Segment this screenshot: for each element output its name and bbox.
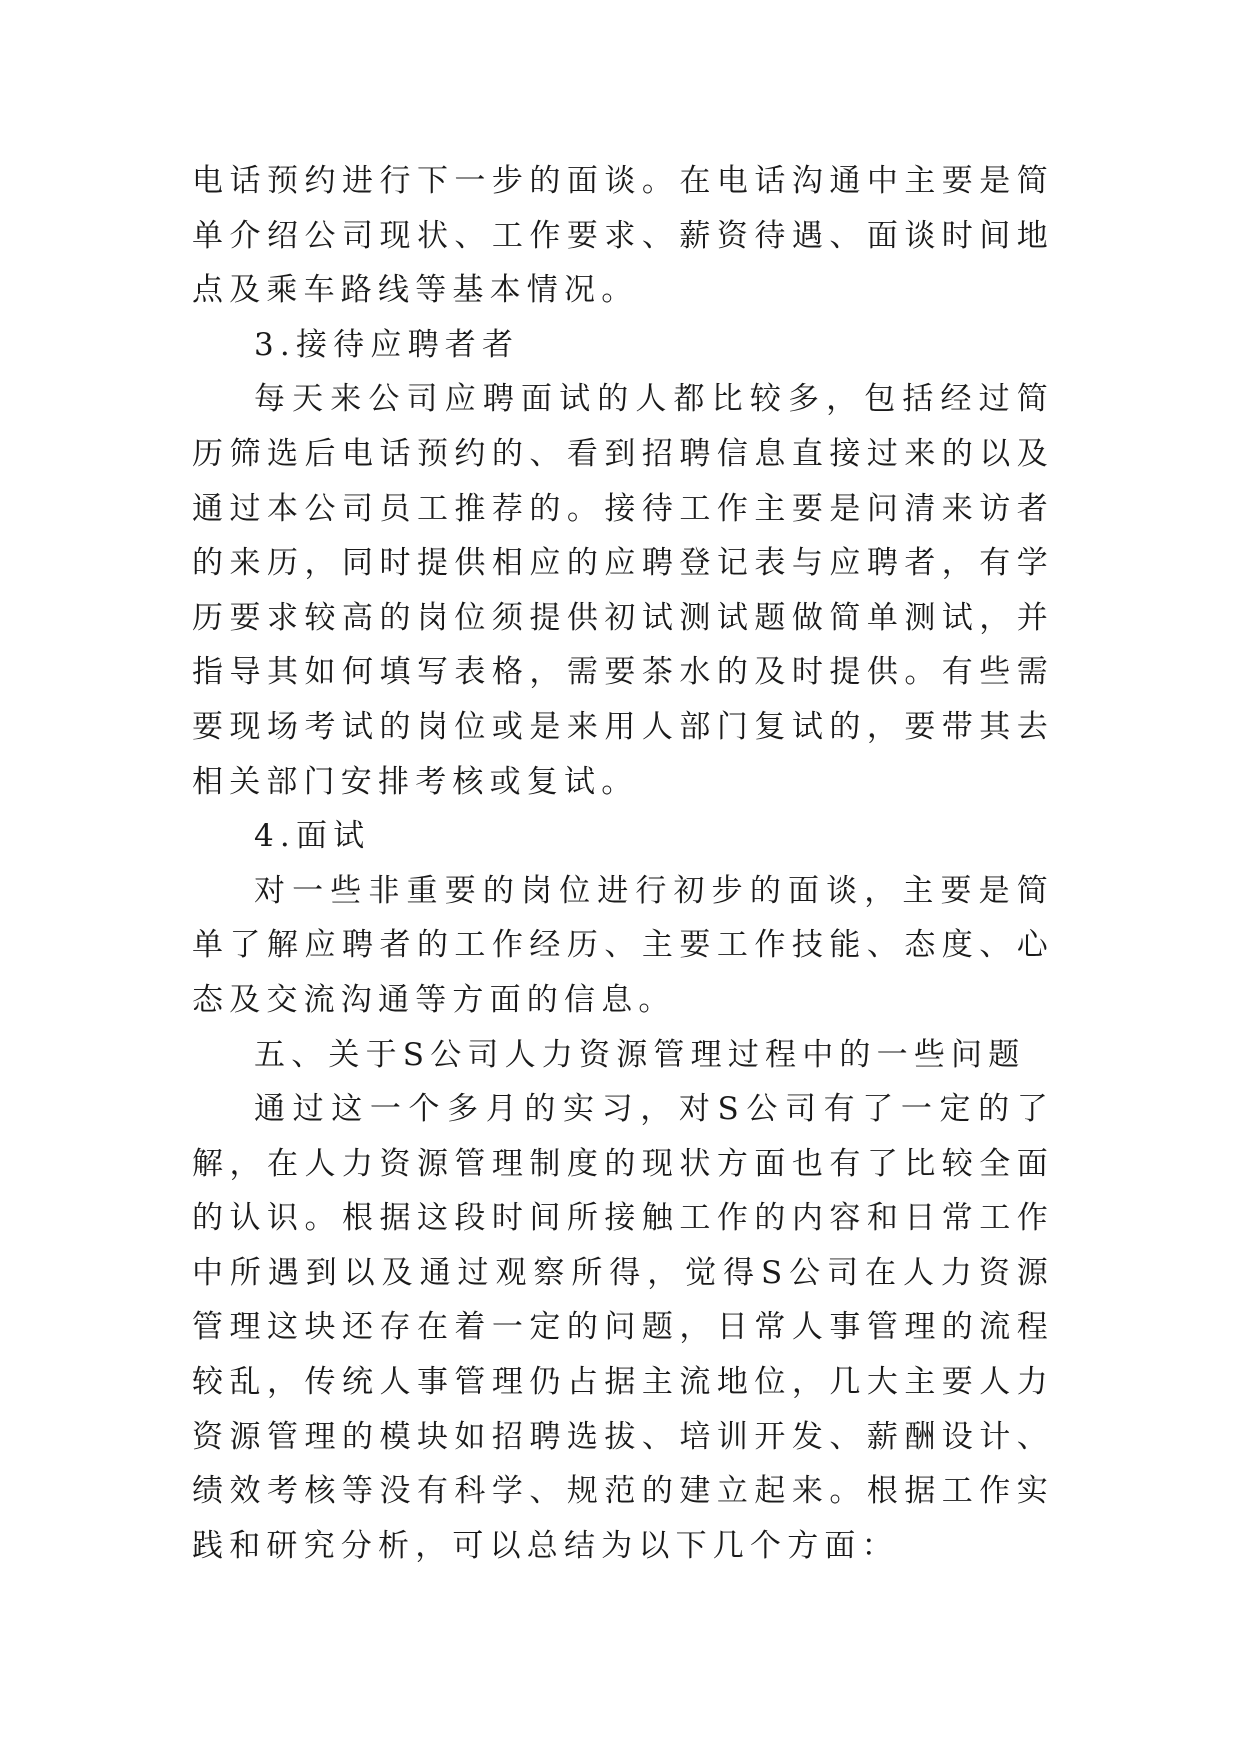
paragraph-reception: 每天来公司应聘面试的人都比较多，包括经过简历筛选后电话预约的、看到招聘信息直接过来的以及通过本公司员工推荐的。接待工作主要是问清来访者的来历，同时提供相应的应聘登记表与应聘者，有学历要求较高的岗位须提供初试测试题做简单测试，并指导其如何填写表格，需要茶水的及时提供。有些需要现场考试的岗位或是来用人部门复试的，要带其去相关部门安排考核或复试。 bbox=[192, 381, 1054, 800]
document-body bbox=[192, 154, 1054, 1573]
section-heading-interview: 4.面试 bbox=[254, 818, 371, 855]
paragraph-interview: 对一些非重要的岗位进行初步的面谈，主要是简单了解应聘者的工作经历、主要工作技能、态度、心态及交流沟通等方面的信息。 bbox=[192, 872, 1054, 1018]
section-heading-problems: 五、关于S公司人力资源管理过程中的一些问题 bbox=[254, 1036, 1026, 1073]
paragraph-continuation: 电话预约进行下一步的面谈。在电话沟通中主要是简单介绍公司现状、工作要求、薪资待遇、面谈时间地点及乘车路线等基本情况。 bbox=[192, 163, 1054, 309]
paragraph-problems: 通过这一个多月的实习，对S公司有了一定的了解，在人力资源管理制度的现状方面也有了比较全面的认识。根据这段时间所接触工作的内容和日常工作中所遇到以及通过观察所得，觉得S公司在人力资源管理这块还存在着一定的问题，日常人事管理的流程较乱，传统人事管理仍占据主流地位，几大主要人力资源管理的模块如招聘选拔、培训开发、薪酬设计、绩效考核等没有科学、规范的建立起来。根据工作实践和研究分析，可以总结为以下几个方面： bbox=[192, 1091, 1054, 1564]
section-heading-reception: 3.接待应聘者者 bbox=[254, 326, 520, 363]
